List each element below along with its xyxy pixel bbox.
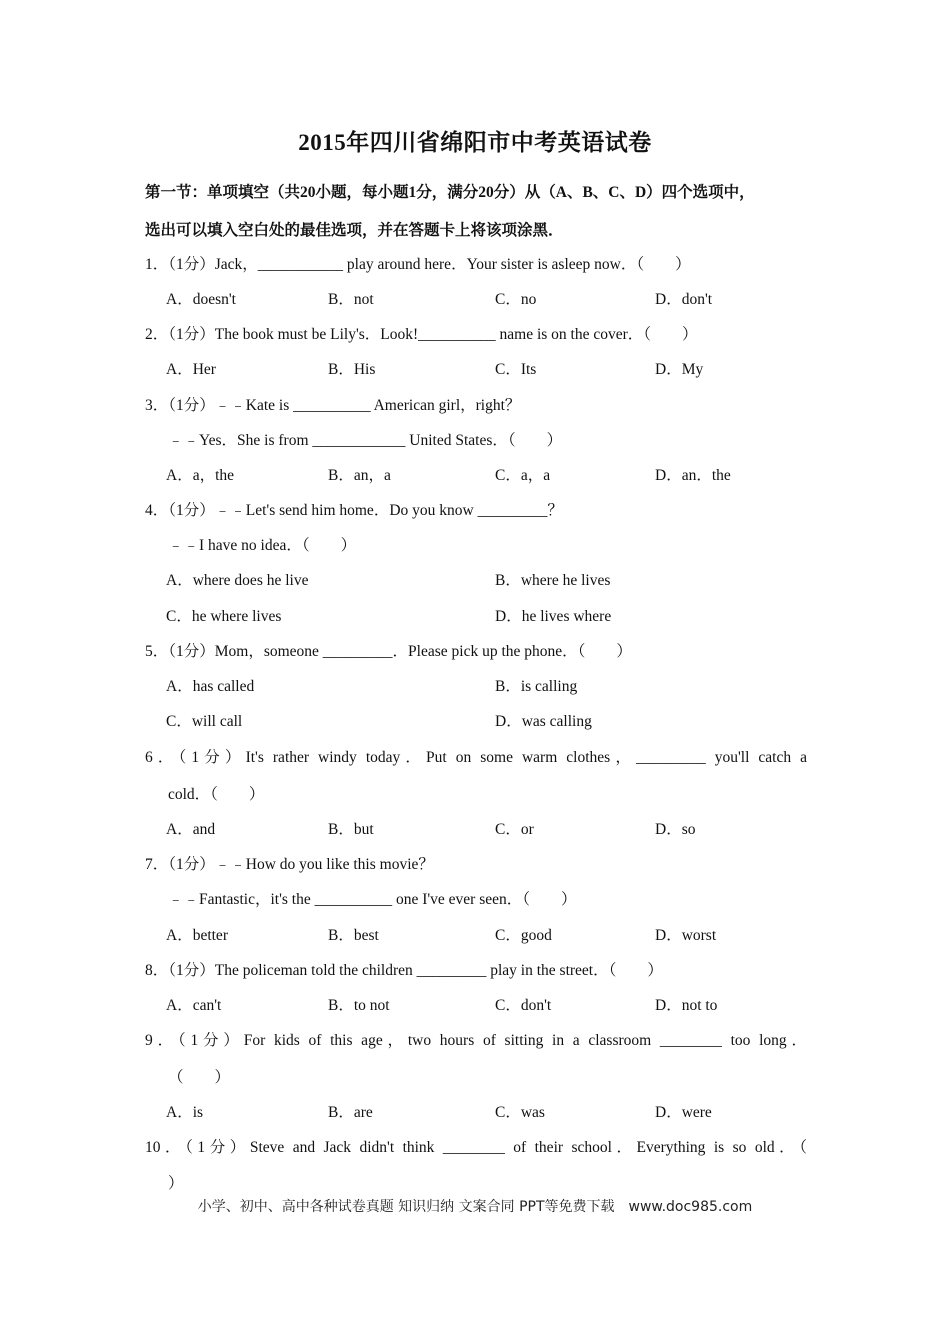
question-2-option-a: A．Her <box>166 361 216 378</box>
question-7-option-d: D．worst <box>655 927 717 944</box>
question-4-option-c: C．he where lives <box>166 608 282 625</box>
question-2-option-d: D．My <box>655 361 704 378</box>
question-4-option-d: D．he lives where <box>495 608 612 625</box>
question-8-stem: 8．（1分）The policeman told the children _________ play in the street．（ ） <box>145 962 663 979</box>
question-4-option-b: B．where he lives <box>495 572 611 589</box>
question-7-option-c: C．good <box>495 927 552 944</box>
question-5-option-d: D．was calling <box>495 713 592 730</box>
question-1-option-c: C．no <box>495 291 537 308</box>
question-6-option-b: B．but <box>328 821 374 838</box>
page-title: 2015年四川省绵阳市中考英语试卷 <box>298 130 652 155</box>
question-9-option-a: A．is <box>166 1104 204 1121</box>
question-6-option-a: A．and <box>166 821 216 838</box>
question-6-option-c: C．or <box>495 821 534 838</box>
question-2-option-b: B．His <box>328 361 376 378</box>
question-9-option-d: D．were <box>655 1104 712 1121</box>
question-3-option-d: D．an．the <box>655 467 731 484</box>
question-1-option-b: B．not <box>328 291 374 308</box>
question-6-option-d: D．so <box>655 821 696 838</box>
question-8-option-d: D．not to <box>655 997 718 1014</box>
question-9-option-c: C．was <box>495 1104 545 1121</box>
page-footer: 小学、初中、高中各种试卷真题 知识归纳 文案合同 PPT等免费下载 www.doc985.com <box>197 1199 753 1215</box>
question-1-option-a: A．doesn't <box>166 291 236 308</box>
question-7-option-a: A．better <box>166 927 228 944</box>
question-5-option-c: C．will call <box>166 713 243 730</box>
question-1-stem: 1．（1分）Jack，___________ play around here．Your sister is asleep now．（ ） <box>145 256 691 273</box>
question-8-option-b: B．to not <box>328 997 390 1014</box>
question-3-stem: 3．（1分）﹣﹣Kate is __________ American girl，right？ <box>145 397 521 414</box>
question-5-stem: 5．（1分）Mom，someone _________．Please pick up the phone．（ ） <box>145 643 632 660</box>
section-instruction-line-1: 第一节：单项填空（共20小题，每小题1分，满分20分）从（A、B、C、D）四个选项中， <box>145 184 755 201</box>
question-5-option-b: B．is calling <box>495 678 578 695</box>
question-4-stem-line-2: ﹣﹣I have no idea．（ ） <box>168 537 357 554</box>
question-9-option-b: B．are <box>328 1104 373 1121</box>
question-3-option-b: B．an，a <box>328 467 391 484</box>
section-instruction-line-2: 选出可以填入空白处的最佳选项，并在答题卡上将该项涂黑． <box>145 222 564 239</box>
question-2-stem: 2．（1分）The book must be Lily's．Look!__________ name is on the cover．（ ） <box>145 326 698 343</box>
question-1-option-d: D．don't <box>655 291 713 308</box>
question-4-stem: 4．（1分）﹣﹣Let's send him home．Do you know _________？ <box>145 502 563 519</box>
question-3-option-c: C．a，a <box>495 467 551 484</box>
question-7-option-b: B．best <box>328 927 379 944</box>
question-7-stem: 7．（1分）﹣﹣How do you like this movie？ <box>145 856 434 873</box>
question-2-option-c: C．Its <box>495 361 537 378</box>
question-8-option-a: A．can't <box>166 997 222 1014</box>
question-8-option-c: C．don't <box>495 997 552 1014</box>
question-6-stem: 6．（1分）It's rather windy today．Put on some warm clothes，_________ you'll catch a <box>145 749 807 766</box>
question-3-stem-line-2: ﹣﹣Yes．She is from ____________ United States．（ ） <box>168 432 563 449</box>
question-10-stem: 10．（1分）Steve and Jack didn't think ________ of their school．Everything is so old．（ <box>145 1139 807 1156</box>
question-5-option-a: A．has called <box>166 678 255 695</box>
question-9-stem: 9．（1分）For kids of this age，two hours of sitting in a classroom ________ too long． <box>145 1032 807 1049</box>
question-3-option-a: A．a，the <box>166 467 235 484</box>
question-4-option-a: A．where does he live <box>166 572 309 589</box>
question-9-stem-line-2: （ ） <box>168 1069 231 1086</box>
question-10-stem-line-2: ） <box>168 1175 184 1192</box>
question-6-stem-line-2: cold．（ ） <box>168 786 265 803</box>
question-7-stem-line-2: ﹣﹣Fantastic，it's the __________ one I've ever seen．（ ） <box>168 891 577 908</box>
